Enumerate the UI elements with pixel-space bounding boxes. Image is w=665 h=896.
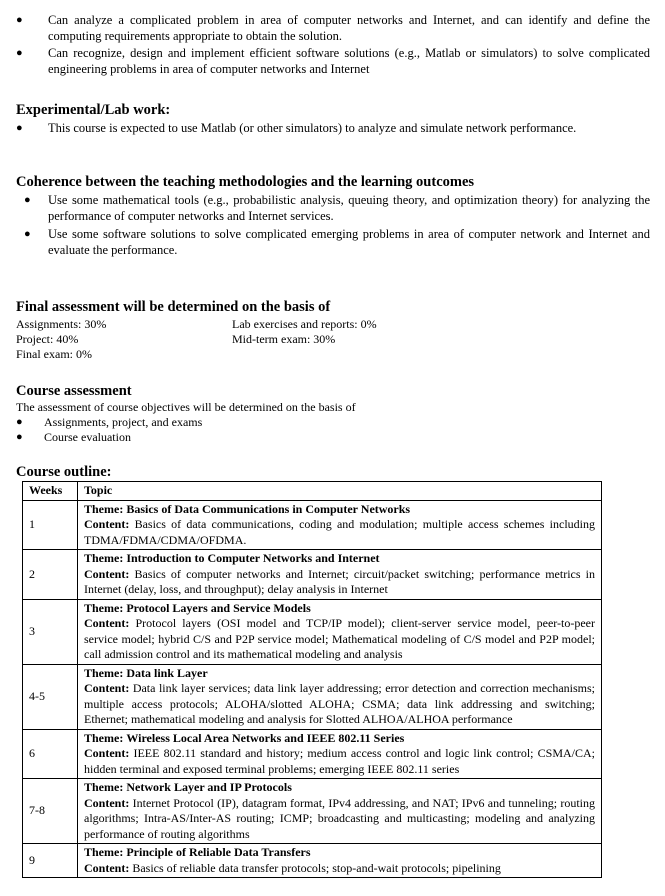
theme-label: Theme: [84,501,124,516]
content-label: Content: [84,517,130,531]
assessment-value: Lab exercises and reports: 0% [232,317,377,331]
weeks-column-header: Weeks [23,482,78,501]
topic-content [84,796,595,843]
list-item-text: Course evaluation [44,430,131,444]
topic-theme [84,551,595,567]
table-row [23,729,602,779]
weeks-cell: 7-8 [23,779,78,844]
topic-cell [78,729,602,779]
assessment-value: Project: 40% [16,332,79,346]
content-label: Content: [84,795,130,810]
theme-title: Basics of Data Communications in Computer Networks [126,501,411,516]
coherence-list [24,192,650,260]
course-assessment-intro: The assessment of course objectives will be determined on the basis of [16,400,356,414]
theme-label: Theme: [84,730,124,745]
coherence-heading: Coherence between the teaching methodologies and the learning outcomes [16,174,475,190]
topic-theme [84,845,595,861]
content-label: Content: [84,616,130,630]
list-item [16,415,616,430]
list-item-text: Can analyze a complicated problem in area of computer networks and Internet, and can identify and define the computing requirements appropriate to obtain the solution. [48,13,650,43]
bullet-icon: ● [16,47,23,59]
bullet-icon: ● [24,228,31,240]
assessment-value: Mid-term exam: 30% [232,332,336,346]
topic-theme [84,780,595,796]
content-label: Content: [84,566,130,581]
table-row [23,550,602,600]
weeks-cell: 2 [23,550,78,600]
weeks-cell: 4-5 [23,664,78,729]
assessment-row [16,332,616,347]
content-label: Content: [84,681,130,695]
lab-list [16,120,650,136]
theme-title: Network Layer and IP Protocols [126,780,292,794]
weeks-cell: 3 [23,599,78,664]
assessment-value: Final exam: 0% [16,347,92,361]
list-item [16,120,650,136]
list-item [16,430,616,445]
topic-theme [84,601,595,617]
content-text: Internet Protocol (IP), datagram format, IPv4 addressing, and NAT; IPv6 and tunneling; routing algorithms; Intra-AS/Inter-AS routing; ICMP; broadcasting and multicasting; modeling and analyzing performance of routing algorithms [84,795,595,841]
topic-column-header: Topic [78,482,602,501]
content-text: Data link layer services; data link layer addressing; error detection and correction mechanisms; multiple access protocols; ALOHA/slotted ALOHA; CSMA; data link addressing and switching; Ethernet; mathematical modeling and analysis for Slotted ALHOA/ALHOA performance [84,681,596,726]
content-text: Basics of computer networks and Internet; circuit/packet switching; performance metrics in Internet (delay, loss, and throughput); delay analysis in Internet [84,566,596,596]
content-text: Protocol layers (OSI model and TCP/IP model); client-server service model, peer-to-peer service model; hybrid C/S and P2P service model; Mathematical modeling of C/S model and P2P model; call admission control and its mathematical modeling and analysis [84,616,595,661]
topic-theme [84,666,595,682]
list-item-text: Use some mathematical tools (e.g., probabilistic analysis, queuing theory, and optimization theory) for analyzing the performance of computer networks and Internet services. [48,193,650,223]
topic-content [84,567,595,598]
list-item-text: This course is expected to use Matlab (or other simulators) to analyze and simulate network performance. [48,121,577,135]
theme-label: Theme: [84,780,124,794]
table-header-row [23,482,602,501]
course-assessment-list [16,415,616,445]
assessment-row [16,317,616,332]
final-assessment-grid [16,317,616,362]
theme-label: Theme: [84,845,124,859]
theme-title: Introduction to Computer Networks and Internet [126,551,380,565]
list-item [24,226,650,258]
topic-cell [78,779,602,844]
list-item [24,192,650,224]
bullet-icon: ● [16,14,23,26]
list-item-text: Assignments, project, and exams [44,415,203,429]
theme-title: Protocol Layers and Service Models [126,600,311,615]
course-assessment-heading: Course assessment [16,383,132,399]
topic-cell [78,550,602,600]
course-outline-table [22,481,602,878]
learning-outcomes-list [16,12,650,78]
topic-cell [78,500,602,550]
content-label: Content: [84,746,130,760]
topic-cell [78,664,602,729]
topic-content [84,616,595,663]
table-row [23,844,602,878]
theme-title: Data link Layer [126,665,208,680]
topic-cell [78,844,602,878]
table-row [23,599,602,664]
topic-theme [84,502,595,518]
theme-title: Wireless Local Area Networks and IEEE 802.11 Series [126,730,405,745]
final-assessment-heading: Final assessment will be determined on the basis of [16,299,331,315]
topic-content [84,517,595,548]
table-row [23,779,602,844]
theme-label: Theme: [84,551,124,565]
theme-label: Theme: [84,665,124,680]
theme-label: Theme: [84,600,124,615]
list-item-text: Use some software solutions to solve complicated emerging problems in area of computer network and Internet and evaluate the performance. [48,227,650,257]
topic-content [84,861,595,877]
bullet-icon: ● [24,194,31,206]
course-outline-body [23,500,602,878]
content-text: IEEE 802.11 standard and history; medium access control and logic link control; CSMA/CA; hidden terminal and exposed terminal problems; emerging IEEE 802.11 series [84,746,596,776]
bullet-icon: ● [16,416,23,428]
table-row [23,664,602,729]
table-row [23,500,602,550]
assessment-value: Assignments: 30% [16,317,107,331]
content-label: Content: [84,860,130,875]
bullet-icon: ● [16,431,23,443]
topic-cell [78,599,602,664]
topic-theme [84,731,595,747]
course-outline-heading: Course outline: [16,464,112,480]
weeks-cell: 6 [23,729,78,779]
list-item [16,45,650,77]
topic-content [84,681,595,728]
content-text: Basics of reliable data transfer protocols; stop-and-wait protocols; pipelining [132,860,501,875]
content-text: Basics of data communications, coding and modulation; multiple access schemes including TDMA/FDMA/CDMA/OFDMA. [84,517,596,547]
theme-title: Principle of Reliable Data Transfers [126,845,311,859]
list-item [16,12,650,44]
lab-heading: Experimental/Lab work: [16,102,171,118]
bullet-icon: ● [16,122,23,134]
list-item-text: Can recognize, design and implement efficient software solutions (e.g., Matlab or simulators) to solve complicated engineering problems in area of computer networks and Internet [48,46,650,76]
assessment-row [16,347,616,362]
topic-content [84,746,595,777]
weeks-cell: 9 [23,844,78,878]
weeks-cell: 1 [23,500,78,550]
